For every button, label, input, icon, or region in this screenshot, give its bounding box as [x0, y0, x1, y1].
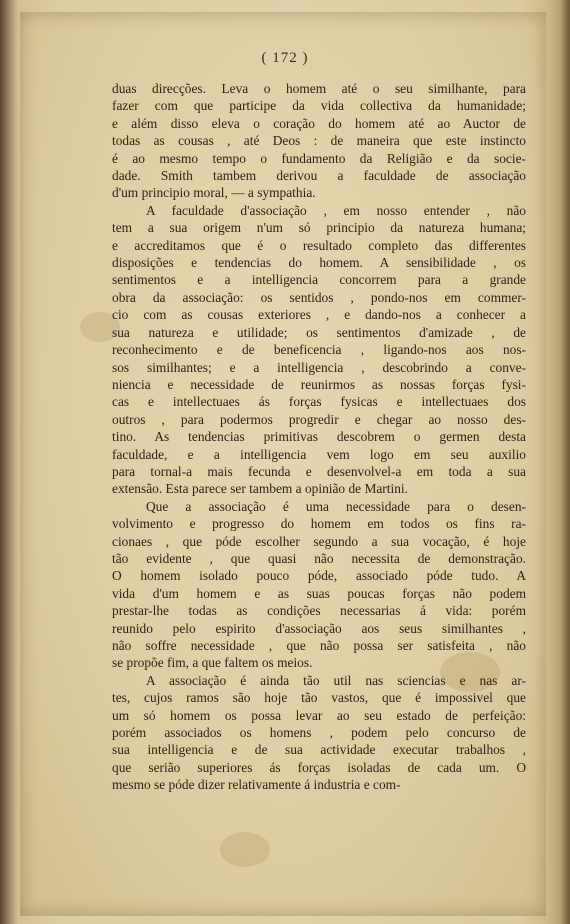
text-line: um só homem os possa levar ao seu estado de perfeição: [112, 707, 526, 723]
text-line: dade. Smith tambem derivou a faculdade de associação [112, 168, 526, 184]
text-line: fazer com que participe da vida collectiva da humanidade; [112, 98, 526, 114]
text-line: porém associados os homens , podem pelo concurso de [112, 725, 526, 741]
text-line: sua natureza e utilidade; os sentimentos d'amizade , de [112, 324, 526, 340]
text-line: d'um principio moral, — a sympathia. [112, 185, 316, 201]
text-line: tes, cujos ramos são hoje tão vastos, que é impossivel que [112, 690, 526, 706]
text-line: faculdade, e a intelligencia vem logo em seu auxilio [112, 446, 526, 462]
text-line: e além disso eleva o coração do homem até ao Auctor de [112, 115, 526, 131]
body-text [112, 80, 526, 794]
paragraph [112, 80, 526, 202]
text-line: duas direcções. Leva o homem até o seu similhante, para [112, 81, 526, 96]
text-line: sentimentos e a intelligencia concorrem para a grande [112, 272, 526, 288]
text-line: cas e intellectuaes ás forças fysicas e intellectuaes dos [112, 394, 526, 410]
text-line: todas as cousas , até Deos : de maneira que este instincto [112, 133, 526, 149]
text-line: volvimento e progresso do homem em todos os fins ra- [112, 516, 526, 532]
text-line: se propõe fim, a que faltem os meios. [112, 655, 313, 671]
paragraph [112, 202, 526, 498]
text-line: tem a sua origem n'um só principio da natureza humana; [112, 220, 526, 236]
text-line: disposições e tendencias do homem. A sensibilidade , os [112, 255, 526, 271]
text-line: que serião superiores ás forças isoladas de cada um. O [112, 759, 526, 775]
text-line: A associação é ainda tão util nas sciencias e nas ar- [146, 672, 526, 688]
page-number: ( 172 ) [261, 50, 309, 66]
text-line: e accreditamos que é o resultado completo das differentes [112, 237, 526, 253]
text-line: reunido pelo espirito d'associação aos seus similhantes , [112, 620, 526, 636]
paragraph [112, 498, 526, 672]
text-line: não soffre necessidade , que não possa ser satisfeita , não [112, 638, 526, 653]
text-line: extensão. Esta parece ser tambem a opinião de Martini. [112, 481, 408, 497]
text-line: tino. As tendencias primitivas descobrem o germen desta [112, 429, 526, 445]
text-line: A faculdade d'associação , em nosso entender , não [146, 202, 526, 218]
text-line: sua intelligencia e de sua actividade executar trabalhos , [112, 742, 526, 758]
text-line: outros , para podermos progredir e chegar ao nosso des- [112, 411, 526, 427]
text-line: reconhecimento e de beneficencia , ligando-nos aos nos- [112, 342, 526, 358]
text-line: para tornal-a mais fecunda e desenvolvel-a em toda a sua [112, 463, 526, 479]
text-line: tão evidente , que quasi não necessita de demonstração. [112, 550, 526, 566]
text-line: vida d'um homem e as suas poucas forças não podem [112, 585, 526, 601]
text-line: mesmo se póde dizer relativamente á industria e com- [112, 777, 401, 793]
text-line: O homem isolado pouco póde, associado póde tudo. A [112, 568, 526, 584]
text-line: obra da associação: os sentidos , pondo-nos em commer- [112, 289, 526, 305]
paragraph [112, 672, 526, 794]
text-line: cio com as cousas exteriores , e dando-nos a conhecer a [112, 307, 526, 323]
text-line: Que a associação é uma necessidade para o desen- [146, 498, 526, 514]
text-line: é ao mesmo tempo o fundamento da Religião e da socie- [112, 150, 526, 166]
text-line: niencia e necessidade de reunirmos as nossas forças fysi- [112, 376, 526, 392]
text-line: prestar-lhe todas as condições necessarias á vida: porém [112, 603, 526, 619]
text-line: sos similhantes; e a intelligencia , descobrindo a conve- [112, 359, 526, 375]
text-line: cionaes , que póde escolher segundo a sua vocação, é hoje [112, 533, 526, 549]
paper-stain [220, 832, 270, 867]
